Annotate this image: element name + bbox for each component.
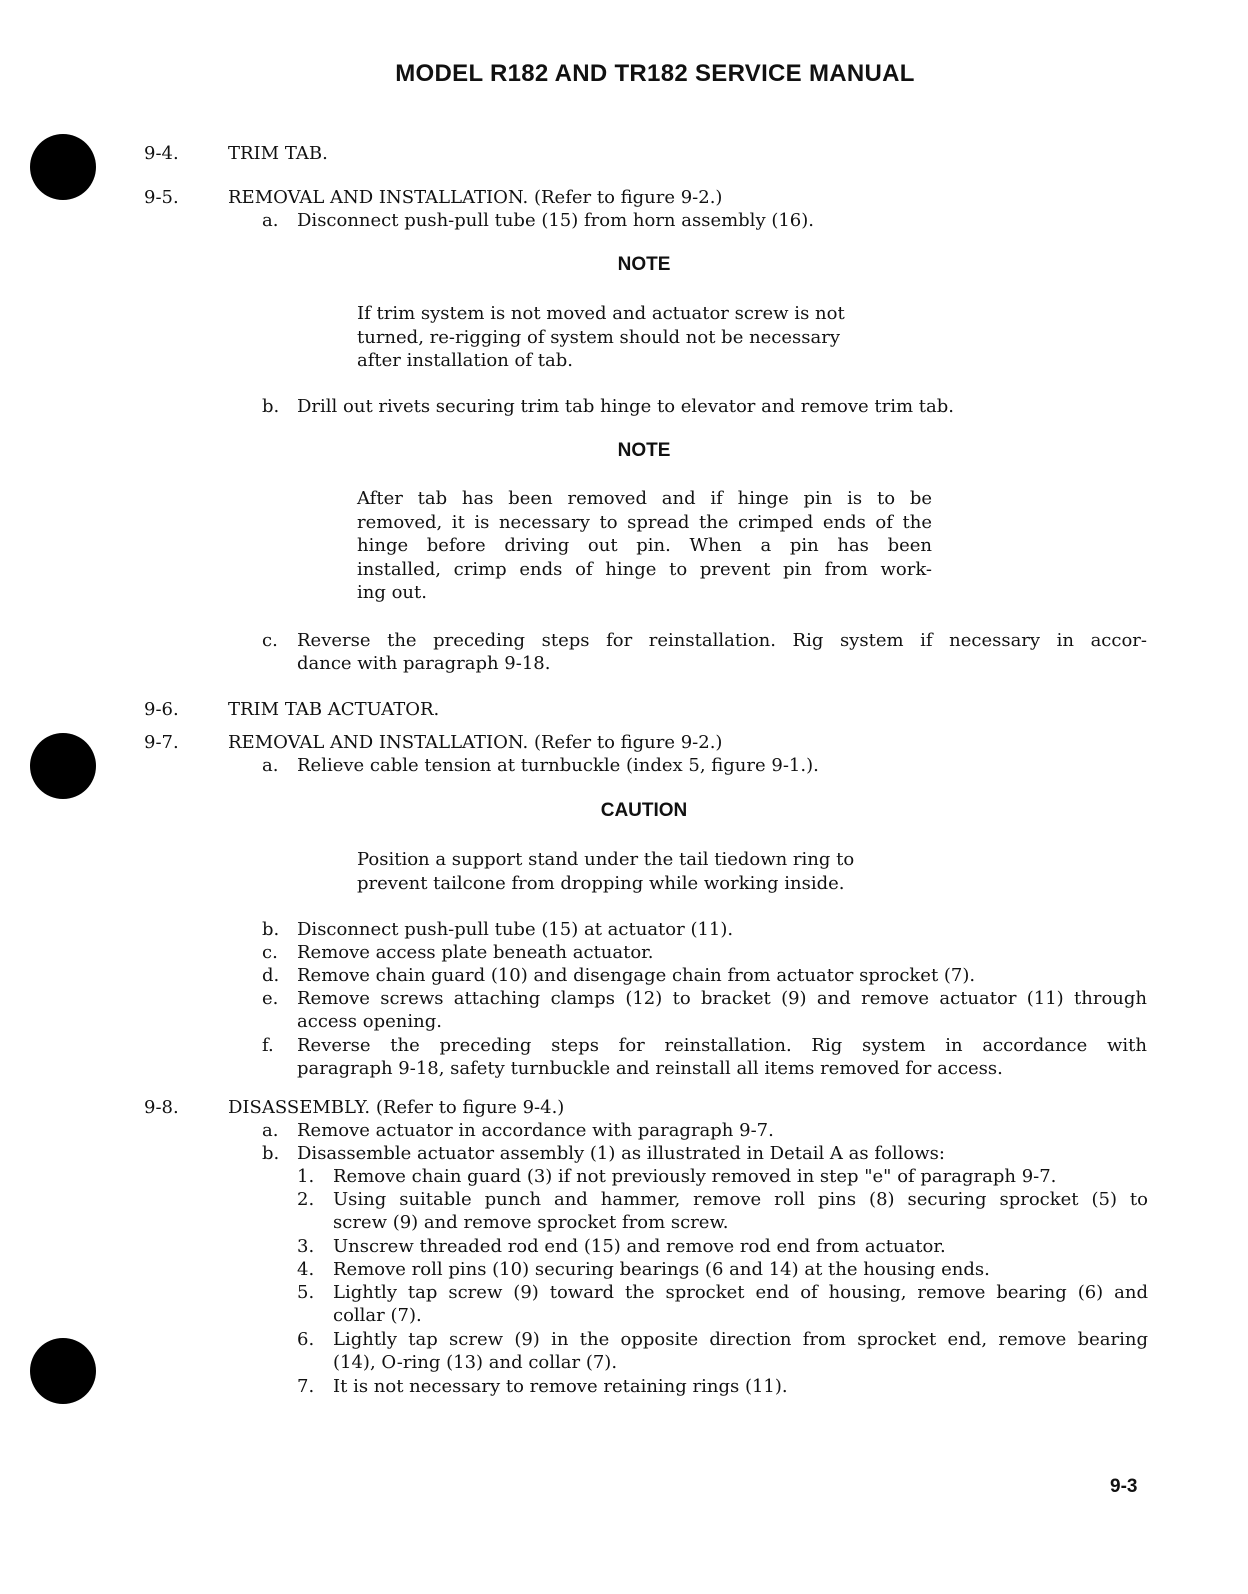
step-text: Disconnect push-pull tube (15) at actuator (11). [297, 919, 734, 940]
step-label: b. [262, 396, 280, 417]
substep-line: Lightly tap screw (9) in the opposite direction from sprocket end, remove bearing [333, 1329, 1148, 1350]
section-title-removal-installation: REMOVAL AND INSTALLATION. (Refer to figure 9-2.) [228, 732, 723, 753]
page-number: 9-3 [1110, 1476, 1138, 1497]
substep-label: 7. [297, 1376, 315, 1397]
substep-line: screw (9) and remove sprocket from screw. [333, 1212, 729, 1233]
step-text [297, 1034, 1147, 1080]
step-label: f. [262, 1035, 274, 1056]
step-line: Reverse the preceding steps for reinstallation. Rig system in accordance with [297, 1035, 1147, 1056]
section-number-9-6: 9-6. [144, 699, 179, 720]
step-label: a. [262, 755, 279, 776]
step-line: Reverse the preceding steps for reinstallation. Rig system if necessary in accor- [297, 630, 1147, 651]
step-label: a. [262, 1120, 279, 1141]
section-number-9-5: 9-5. [144, 187, 179, 208]
section-title-trim-tab-actuator: TRIM TAB ACTUATOR. [228, 699, 440, 720]
substep-line: collar (7). [333, 1305, 422, 1326]
step-text [297, 987, 1147, 1033]
section-title-removal-installation: REMOVAL AND INSTALLATION. (Refer to figure 9-2.) [228, 187, 723, 208]
note-body [357, 302, 932, 373]
step-label: c. [262, 942, 278, 963]
step-label: b. [262, 919, 280, 940]
substep-line: Lightly tap screw (9) toward the sprocket end of housing, remove bearing (6) and [333, 1282, 1148, 1303]
step-text [297, 629, 1147, 675]
note-heading: NOTE [617, 440, 671, 461]
step-label: e. [262, 988, 279, 1009]
note-line: after installation of tab. [357, 350, 573, 371]
note-body [357, 487, 932, 605]
substep-label: 3. [297, 1236, 315, 1257]
step-text: Relieve cable tension at turnbuckle (index 5, figure 9-1.). [297, 755, 819, 776]
note-line: If trim system is not moved and actuator screw is not [357, 303, 845, 324]
substep-label: 5. [297, 1282, 315, 1303]
substep-label: 6. [297, 1329, 315, 1350]
step-label: b. [262, 1143, 280, 1164]
note-heading: NOTE [617, 254, 671, 275]
note-line: turned, re-rigging of system should not be necessary [357, 326, 841, 348]
note-line: ing out. [357, 582, 427, 603]
punch-hole-middle [30, 733, 96, 799]
substep-text [333, 1281, 1148, 1327]
substep-text: It is not necessary to remove retaining rings (11). [333, 1376, 788, 1397]
section-title-disassembly: DISASSEMBLY. (Refer to figure 9-4.) [228, 1097, 565, 1118]
section-number-9-4: 9-4. [144, 143, 179, 164]
substep-text [333, 1328, 1148, 1374]
section-number-9-8: 9-8. [144, 1097, 179, 1118]
step-line: Remove screws attaching clamps (12) to bracket (9) and remove actuator (11) through [297, 988, 1147, 1009]
substep-label: 2. [297, 1189, 315, 1210]
section-title-trim-tab: TRIM TAB. [228, 143, 328, 164]
note-line: After tab has been removed and if hinge pin is to be [357, 488, 932, 509]
step-text: Disassemble actuator assembly (1) as illustrated in Detail A as follows: [297, 1143, 945, 1164]
caution-line: prevent tailcone from dropping while working inside. [357, 872, 845, 894]
substep-text: Unscrew threaded rod end (15) and remove rod end from actuator. [333, 1236, 946, 1257]
punch-hole-bottom [30, 1338, 96, 1404]
step-label: d. [262, 965, 280, 986]
note-line: installed, crimp ends of hinge to prevent pin from work- [357, 558, 932, 580]
substep-text: Remove chain guard (3) if not previously removed in step "e" of paragraph 9-7. [333, 1166, 1057, 1187]
note-line: removed, it is necessary to spread the crimped ends of the [357, 511, 932, 533]
step-label: c. [262, 630, 278, 651]
step-text: Remove access plate beneath actuator. [297, 942, 654, 963]
substep-line: (14), O-ring (13) and collar (7). [333, 1352, 618, 1373]
step-line: access opening. [297, 1011, 442, 1032]
caution-line: Position a support stand under the tail tiedown ring to [357, 849, 855, 870]
note-line: hinge before driving out pin. When a pin has been [357, 535, 932, 556]
substep-text [333, 1188, 1148, 1234]
caution-heading: CAUTION [600, 800, 688, 821]
step-text: Drill out rivets securing trim tab hinge to elevator and remove trim tab. [297, 396, 954, 417]
step-text: Remove actuator in accordance with paragraph 9-7. [297, 1120, 774, 1141]
substep-label: 1. [297, 1166, 315, 1187]
step-text: Remove chain guard (10) and disengage chain from actuator sprocket (7). [297, 965, 976, 986]
page-header: MODEL R182 AND TR182 SERVICE MANUAL [395, 60, 915, 87]
step-label: a. [262, 210, 279, 231]
substep-line: Using suitable punch and hammer, remove roll pins (8) securing sprocket (5) to [333, 1189, 1148, 1210]
step-text: Disconnect push-pull tube (15) from horn assembly (16). [297, 210, 814, 231]
step-line: dance with paragraph 9-18. [297, 653, 551, 674]
step-line: paragraph 9-18, safety turnbuckle and reinstall all items removed for access. [297, 1058, 1003, 1079]
punch-hole-top [30, 134, 96, 200]
substep-text: Remove roll pins (10) securing bearings (6 and 14) at the housing ends. [333, 1259, 990, 1280]
caution-body [357, 848, 932, 895]
substep-label: 4. [297, 1259, 315, 1280]
section-number-9-7: 9-7. [144, 732, 179, 753]
